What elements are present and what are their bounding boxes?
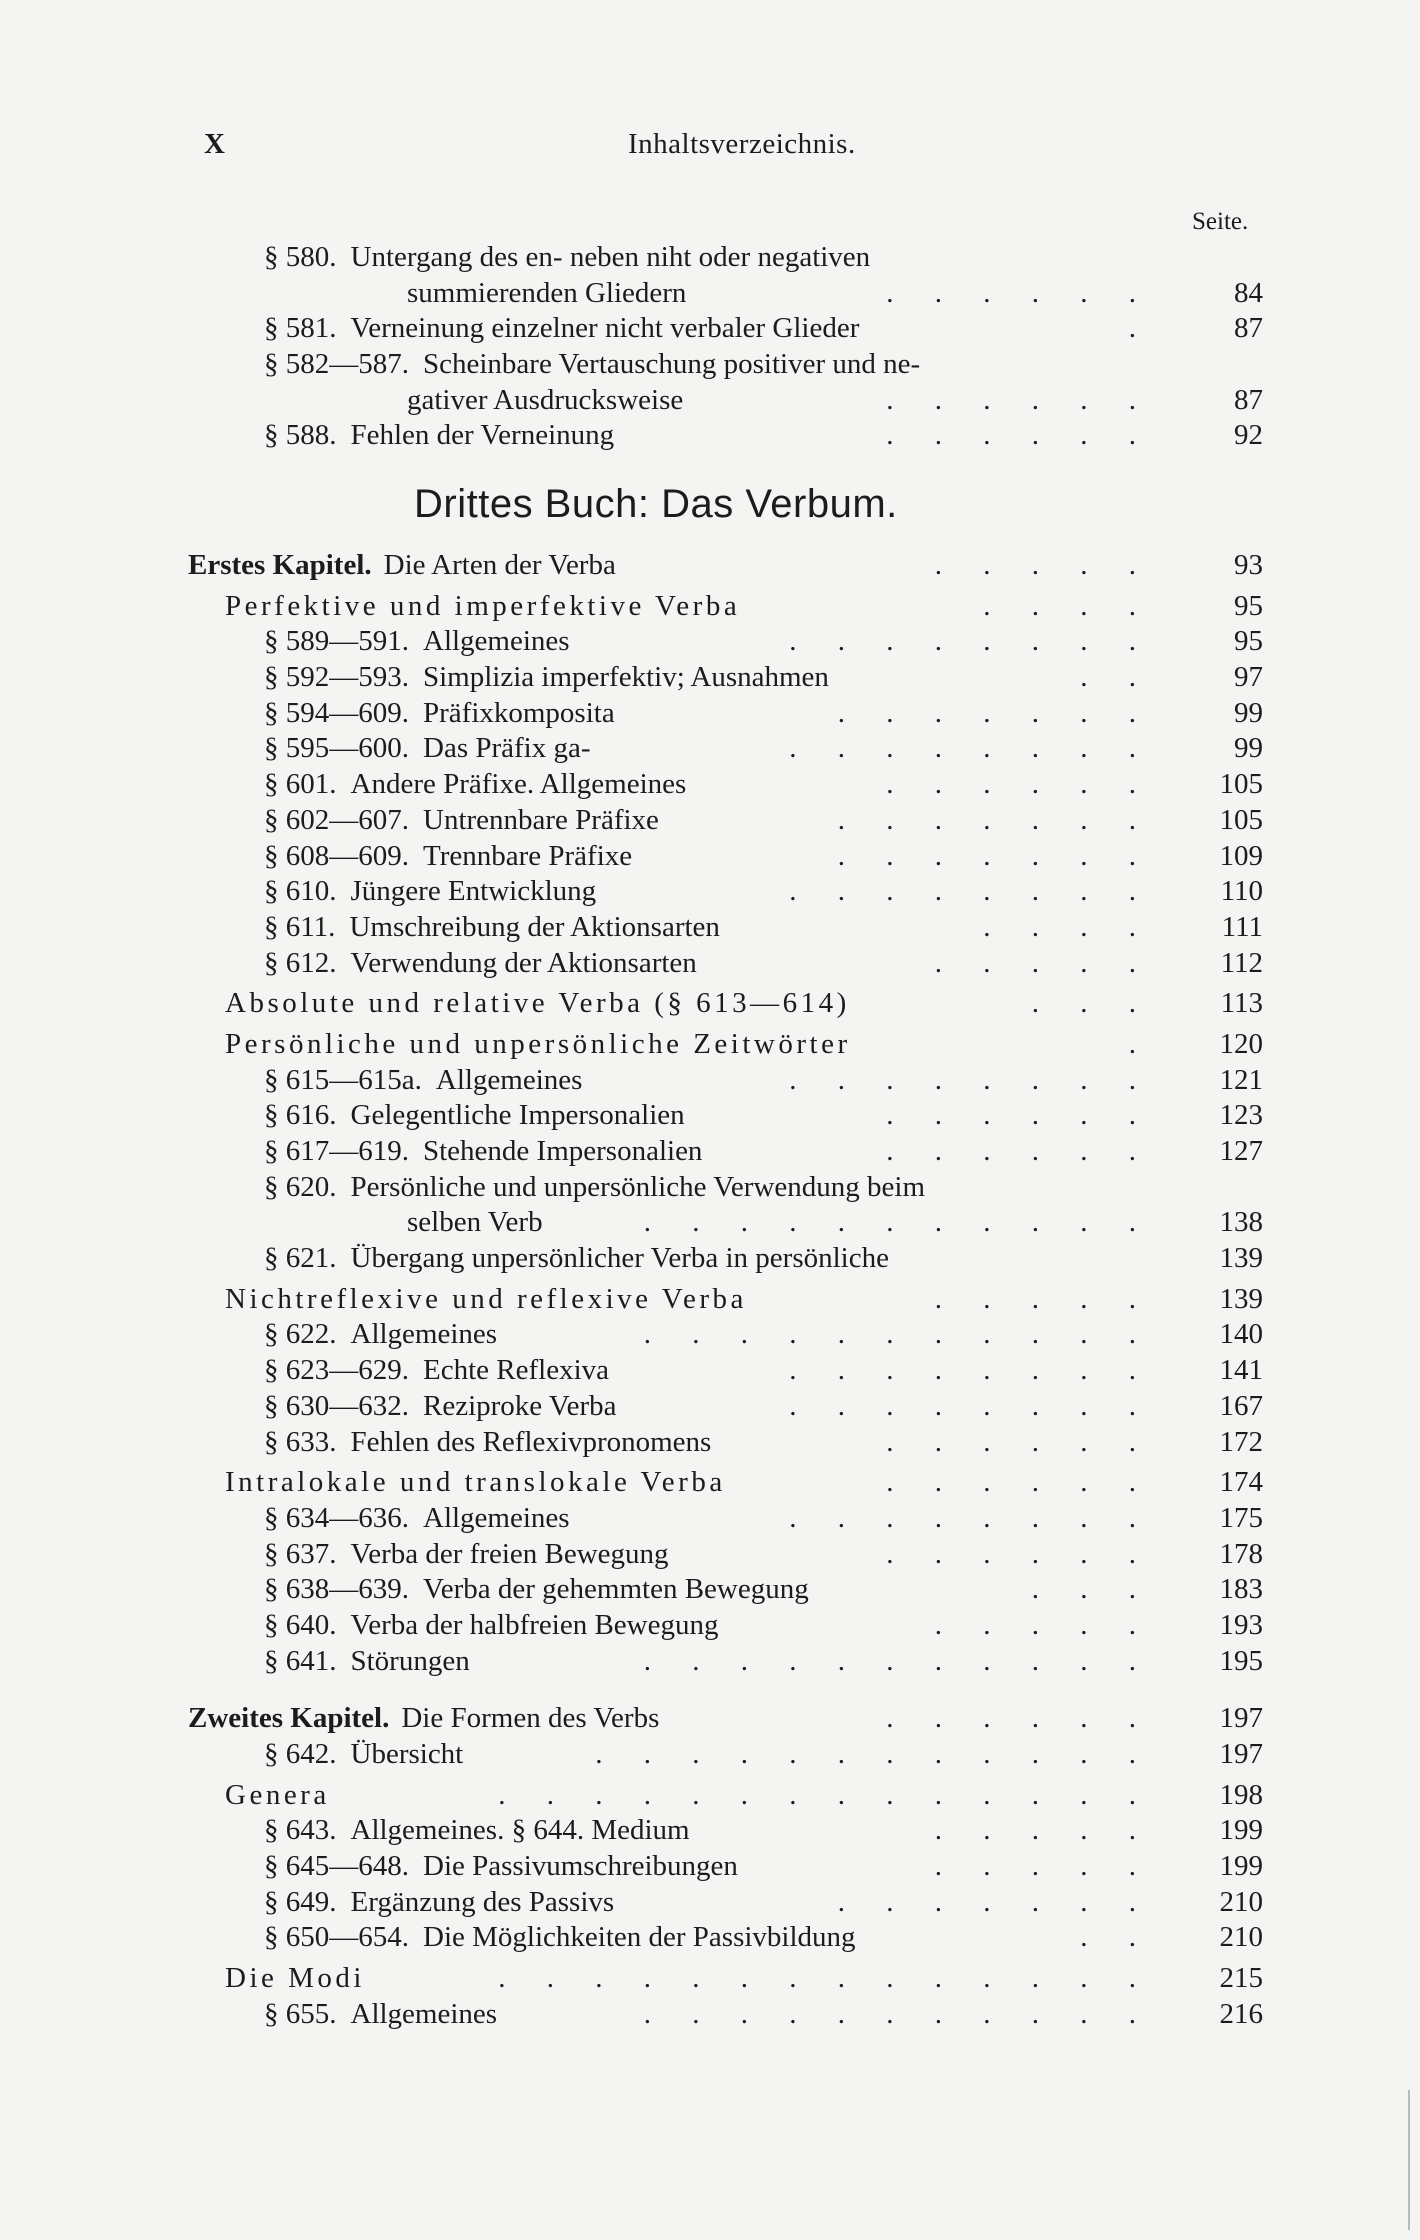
page-ref: 210 — [1219, 1885, 1263, 1918]
section-number: § 582—587. — [264, 348, 409, 381]
dot-leader: . . . . . . . . — [789, 1354, 1153, 1387]
entry-title: Allgemeines — [423, 625, 570, 658]
dot-leader: . . . . . . . . . . . — [643, 1644, 1153, 1677]
page-ref: 84 — [1234, 276, 1263, 309]
dot-leader: . . . . . . — [886, 383, 1153, 416]
entry-title: Perfektive und imperfektive Verba — [225, 589, 741, 622]
page-ref: 199 — [1219, 1850, 1263, 1883]
entry-title: Genera — [225, 1778, 330, 1811]
section-number: § 642. — [264, 1738, 337, 1770]
entry-label — [264, 1885, 614, 1921]
toc-group-row — [0, 1961, 1420, 1997]
toc-entry-row — [0, 1425, 1420, 1461]
entry-label — [264, 660, 829, 696]
toc-chapter-row — [0, 548, 1420, 584]
dot-leader: . . . . . — [934, 1608, 1153, 1641]
entry-title: Stehende Impersonalien — [423, 1135, 703, 1167]
section-number: § 581. — [264, 312, 337, 345]
page-ref: 197 — [1219, 1702, 1263, 1735]
entry-label — [264, 910, 720, 946]
dot-leader: . . . . . — [934, 549, 1153, 581]
section-number: § 655. — [264, 1997, 337, 2030]
dot-leader: . . . . . . . . . . . — [643, 1206, 1153, 1239]
page-ref: 174 — [1219, 1466, 1263, 1499]
page-column-label: Seite. — [1192, 208, 1249, 235]
page-ref: 139 — [1219, 1242, 1263, 1275]
dot-leader: . . . . . . . . — [789, 875, 1153, 908]
toc-entry-row — [0, 1317, 1420, 1353]
entry-label — [264, 347, 920, 383]
entry-label — [264, 1353, 609, 1389]
page-ref: 112 — [1220, 946, 1263, 979]
toc-entry-row — [0, 1997, 1420, 2033]
entry-label — [264, 1098, 685, 1134]
toc-entry-row — [0, 1170, 1420, 1206]
section-number: § 580. — [264, 241, 337, 273]
section-number: § 594—609. — [264, 696, 409, 729]
page-ref: 198 — [1219, 1778, 1263, 1811]
entry-label — [264, 1737, 463, 1773]
entry-title: Allgemeines — [435, 1063, 583, 1096]
entry-title: Scheinbare Vertauschung positiver und ne- — [423, 348, 921, 381]
entry-label — [264, 1241, 889, 1277]
toc-entry-row — [0, 946, 1420, 982]
entry-label — [264, 1920, 856, 1956]
entry-title: Persönliche und unpersönliche Zeitwörter — [225, 1027, 851, 1060]
toc-entry-row — [0, 1063, 1420, 1099]
toc-group-row — [0, 1778, 1420, 1814]
toc-entry-row — [0, 731, 1420, 767]
dot-leader: . . . — [1031, 1573, 1153, 1606]
entry-title: Die Möglichkeiten der Passivbildung — [423, 1921, 856, 1954]
dot-leader: . . . . . . . . . . . — [643, 1318, 1153, 1351]
entry-label — [264, 874, 596, 910]
entry-title: Die Arten der Verba — [383, 549, 616, 581]
entry-label — [264, 1572, 809, 1608]
entry-title: Übersicht — [350, 1738, 464, 1770]
toc-entry-row — [0, 910, 1420, 946]
entry-label — [264, 803, 659, 839]
page-ref: 127 — [1219, 1135, 1263, 1167]
section-number: § 589—591. — [264, 625, 409, 658]
page-number: X — [204, 128, 225, 160]
entry-label — [264, 240, 870, 276]
toc-entry-row — [0, 311, 1420, 347]
toc-entry-row — [0, 1608, 1420, 1644]
dot-leader: . . . . . . . . . . . . . . — [498, 1778, 1153, 1811]
chapter-label: Zweites Kapitel. — [188, 1702, 390, 1735]
entry-title: Verba der halbfreien Bewegung — [350, 1608, 719, 1641]
page-ref: 97 — [1234, 661, 1263, 694]
entry-title: Die Modi — [225, 1962, 365, 1995]
section-number: § 637. — [264, 1537, 337, 1570]
entry-label — [264, 1997, 497, 2033]
page-ref: 113 — [1220, 987, 1263, 1020]
page-ref: 87 — [1234, 312, 1263, 345]
entry-title: Gelegentliche Impersonalien — [350, 1099, 685, 1132]
entry-title: Die Formen des Verbs — [401, 1702, 660, 1735]
page-ref: 141 — [1219, 1354, 1263, 1387]
dot-leader: . . . . — [983, 589, 1153, 622]
section-number: § 623—629. — [264, 1354, 409, 1387]
toc-group-row — [0, 986, 1420, 1022]
page-edge — [1408, 2090, 1410, 2230]
entry-title: Absolute und relative Verba (§ 613—614) — [225, 987, 850, 1020]
dot-leader: . . . . . . . — [837, 839, 1153, 872]
toc-main-section — [0, 548, 1420, 2033]
dot-leader: . . . . . . . . — [789, 732, 1153, 765]
entry-title: Störungen — [350, 1644, 470, 1677]
entry-label — [225, 1465, 726, 1501]
toc-entry-row — [0, 803, 1420, 839]
dot-leader: . . . . . — [934, 1282, 1153, 1315]
toc-entry-row — [0, 1205, 1420, 1241]
entry-label — [264, 1170, 925, 1206]
section-number: § 645—648. — [264, 1850, 409, 1883]
dot-leader: . . — [1080, 661, 1153, 694]
section-number: § 649. — [264, 1885, 337, 1918]
page-ref: 87 — [1234, 383, 1263, 416]
entry-title: Allgemeines. § 644. Medium — [350, 1814, 690, 1847]
section-number: § 640. — [264, 1608, 337, 1641]
toc-entry-row — [0, 1353, 1420, 1389]
page-ref: 172 — [1219, 1425, 1263, 1458]
toc-entry-row — [0, 624, 1420, 660]
entry-label — [264, 767, 686, 803]
entry-label — [264, 311, 859, 347]
entry-title: Simplizia imperfektiv; Ausnahmen — [423, 661, 829, 694]
dot-leader: . . . . . . — [886, 1466, 1153, 1499]
entry-label — [407, 276, 686, 312]
section-number: § 602—607. — [264, 803, 409, 836]
toc-entry-row — [0, 1737, 1420, 1773]
entry-label — [264, 1849, 738, 1885]
entry-label — [188, 548, 616, 584]
dot-leader: . . . . . . . . — [789, 1501, 1153, 1534]
toc-group-row — [0, 1282, 1420, 1318]
entry-title: Untergang des en- neben niht oder negativen — [350, 241, 871, 273]
toc-entry-row — [0, 1241, 1420, 1277]
entry-label — [225, 1027, 851, 1063]
page-ref: 167 — [1219, 1389, 1263, 1422]
entry-label — [407, 383, 683, 419]
page-ref: 195 — [1219, 1644, 1263, 1677]
entry-title: summierenden Gliedern — [407, 276, 687, 309]
entry-label — [264, 1389, 617, 1425]
entry-label — [264, 731, 591, 767]
dot-leader: . . . . — [983, 910, 1153, 943]
entry-label — [225, 1282, 747, 1318]
page-ref: 95 — [1234, 625, 1263, 658]
entry-title: Echte Reflexiva — [423, 1354, 609, 1387]
toc-entry-row — [0, 276, 1420, 312]
page-ref: 175 — [1219, 1501, 1263, 1534]
dot-leader: . . . . . . — [886, 1702, 1153, 1735]
page-ref: 120 — [1219, 1027, 1263, 1060]
page-ref: 93 — [1234, 549, 1263, 581]
entry-label — [225, 986, 850, 1022]
section-number: § 643. — [264, 1814, 337, 1847]
toc-group-row — [0, 1465, 1420, 1501]
entry-title: Die Passivumschreibungen — [423, 1850, 738, 1883]
dot-leader: . . . . . . . — [837, 696, 1153, 729]
entry-title: Andere Präfixe. Allgemeines — [350, 768, 687, 801]
entry-title: Das Präfix ga- — [423, 732, 591, 765]
page-ref: 193 — [1219, 1608, 1263, 1641]
entry-title: Fehlen des Reflexivpronomens — [350, 1425, 712, 1458]
dot-leader: . . . . . . — [886, 1099, 1153, 1132]
entry-label — [264, 1063, 582, 1099]
toc-entry-row — [0, 1644, 1420, 1680]
page-ref: 92 — [1234, 419, 1263, 452]
toc-chapter-row — [0, 1701, 1420, 1737]
toc-entry-row — [0, 347, 1420, 383]
entry-label — [264, 1537, 669, 1573]
entry-title: gativer Ausdrucksweise — [407, 383, 684, 416]
page-ref: 197 — [1219, 1738, 1263, 1770]
section-number: § 641. — [264, 1644, 337, 1677]
page-ref: 99 — [1234, 732, 1263, 765]
page-ref: 199 — [1219, 1814, 1263, 1847]
page-ref: 123 — [1219, 1099, 1263, 1132]
entry-label — [264, 1501, 570, 1537]
toc-entry-row — [0, 1920, 1420, 1956]
page-ref: 139 — [1219, 1282, 1263, 1315]
section-number: § 634—636. — [264, 1501, 409, 1534]
dot-leader: . . . . . — [934, 1814, 1153, 1847]
toc-entry-row — [0, 1537, 1420, 1573]
entry-label — [264, 418, 614, 454]
entry-title: Nichtreflexive und reflexive Verba — [225, 1282, 747, 1315]
entry-title: Allgemeines — [423, 1501, 570, 1534]
entry-title: Persönliche und unpersönliche Verwendung beim — [350, 1170, 926, 1203]
entry-label — [188, 1701, 659, 1737]
section-number: § 588. — [264, 419, 337, 452]
entry-title: Umschreibung der Aktionsarten — [349, 910, 720, 943]
dot-leader: . . . . . — [934, 946, 1153, 979]
entry-label — [264, 1317, 497, 1353]
page-ref: 109 — [1219, 839, 1263, 872]
entry-label — [264, 696, 615, 732]
entry-title: Verba der freien Bewegung — [350, 1537, 669, 1570]
page-ref: 95 — [1234, 589, 1263, 622]
dot-leader: . . . . . . . . — [789, 625, 1153, 658]
dot-leader: . . . . . . . . . . . . — [595, 1738, 1153, 1770]
dot-leader: . . — [1080, 1921, 1153, 1954]
entry-title: Reziproke Verba — [423, 1389, 617, 1422]
entry-label — [264, 1813, 690, 1849]
entry-label — [264, 946, 697, 982]
section-number: § 615—615a. — [264, 1063, 422, 1096]
entry-label — [225, 1778, 330, 1814]
dot-leader: . — [1128, 312, 1153, 345]
section-number: § 612. — [264, 946, 337, 979]
entry-title: Intralokale und translokale Verba — [225, 1466, 726, 1499]
section-number: § 616. — [264, 1099, 337, 1132]
toc-entry-row — [0, 1134, 1420, 1170]
page-ref: 140 — [1219, 1318, 1263, 1351]
page-ref: 210 — [1219, 1921, 1263, 1954]
toc-entry-row — [0, 1501, 1420, 1537]
section-number: § 595—600. — [264, 732, 409, 765]
toc-entry-row — [0, 1389, 1420, 1425]
entry-title: Fehlen der Verneinung — [350, 419, 615, 452]
dot-leader: . . . . . . — [886, 1537, 1153, 1570]
book-title: Drittes Buch: Das Verbum. — [414, 482, 898, 526]
toc-entry-row — [0, 1885, 1420, 1921]
entry-label — [225, 589, 740, 625]
toc-entry-row — [0, 696, 1420, 732]
toc-top-section — [0, 240, 1420, 454]
section-number: § 620. — [264, 1170, 337, 1203]
page-ref: 111 — [1221, 910, 1263, 943]
section-number: § 601. — [264, 768, 337, 801]
dot-leader: . . . . . . — [886, 419, 1153, 452]
entry-title: Ergänzung des Passivs — [350, 1885, 615, 1918]
section-number: § 650—654. — [264, 1921, 409, 1954]
entry-label — [264, 1644, 470, 1680]
page-ref: 105 — [1219, 803, 1263, 836]
toc-entry-row — [0, 1849, 1420, 1885]
dot-leader: . . . — [1031, 987, 1153, 1020]
chapter-label: Erstes Kapitel. — [188, 549, 372, 581]
section-number: § 621. — [264, 1242, 337, 1275]
page-ref: 216 — [1219, 1997, 1263, 2030]
page-ref: 178 — [1219, 1537, 1263, 1570]
page-ref: 138 — [1219, 1206, 1263, 1239]
dot-leader: . . . . . . — [886, 768, 1153, 801]
entry-label — [264, 624, 570, 660]
section-number: § 608—609. — [264, 839, 409, 872]
section-number: § 633. — [264, 1425, 337, 1458]
dot-leader: . . . . . . — [886, 1425, 1153, 1458]
entry-title: Verba der gehemmten Bewegung — [423, 1573, 809, 1606]
section-number: § 638—639. — [264, 1573, 409, 1606]
section-number: § 630—632. — [264, 1389, 409, 1422]
dot-leader: . . . . . . . . . . . — [643, 1997, 1153, 2030]
dot-leader: . . . . . . . . — [789, 1389, 1153, 1422]
dot-leader: . . . . . . — [886, 1135, 1153, 1167]
toc-entry-row — [0, 418, 1420, 454]
page-ref: 110 — [1220, 875, 1263, 908]
toc-entry-row — [0, 1572, 1420, 1608]
entry-title: selben Verb — [407, 1206, 543, 1239]
entry-title: Übergang unpersönlicher Verba in persönliche — [350, 1242, 889, 1275]
section-number: § 592—593. — [264, 661, 409, 694]
dot-leader: . . . . . . . . — [789, 1063, 1153, 1096]
entry-title: Trennbare Präfixe — [423, 839, 633, 872]
entry-title: Untrennbare Präfixe — [423, 803, 659, 836]
dot-leader: . . . . . . — [886, 276, 1153, 309]
dot-leader: . . . . . . . — [837, 803, 1153, 836]
toc-group-row — [0, 1027, 1420, 1063]
running-title: Inhaltsverzeichnis. — [628, 128, 856, 160]
section-number: § 617—619. — [264, 1135, 409, 1167]
toc-entry-row — [0, 874, 1420, 910]
section-number: § 611. — [264, 910, 336, 943]
toc-group-row — [0, 589, 1420, 625]
toc-entry-row — [0, 240, 1420, 276]
entry-title: Jüngere Entwicklung — [350, 875, 597, 908]
dot-leader: . — [1128, 1027, 1153, 1060]
dot-leader: . . . . . — [934, 1850, 1153, 1883]
entry-title: Allgemeines — [350, 1318, 498, 1351]
toc-entry-row — [0, 1813, 1420, 1849]
toc-entry-row — [0, 767, 1420, 803]
entry-label — [225, 1961, 365, 1997]
entry-label — [264, 1134, 702, 1170]
toc-entry-row — [0, 1098, 1420, 1134]
entry-title: Verneinung einzelner nicht verbaler Glieder — [350, 312, 860, 345]
toc-entry-row — [0, 660, 1420, 696]
section-number: § 622. — [264, 1318, 337, 1351]
toc-entry-row — [0, 839, 1420, 875]
page-ref: 121 — [1219, 1063, 1263, 1096]
entry-title: Verwendung der Aktionsarten — [350, 946, 697, 979]
page-ref: 215 — [1219, 1962, 1263, 1995]
entry-title: Allgemeines — [350, 1997, 498, 2030]
page-ref: 183 — [1219, 1573, 1263, 1606]
page-ref: 105 — [1219, 768, 1263, 801]
entry-label — [264, 839, 632, 875]
section-number: § 610. — [264, 875, 337, 908]
toc-entry-row — [0, 383, 1420, 419]
entry-label — [264, 1425, 711, 1461]
entry-label — [264, 1608, 718, 1644]
entry-label — [407, 1205, 543, 1241]
dot-leader: . . . . . . . . . . . . . . — [498, 1962, 1153, 1995]
entry-title: Präfixkomposita — [423, 696, 615, 729]
dot-leader: . . . . . . . — [837, 1885, 1153, 1918]
page-ref: 99 — [1234, 696, 1263, 729]
